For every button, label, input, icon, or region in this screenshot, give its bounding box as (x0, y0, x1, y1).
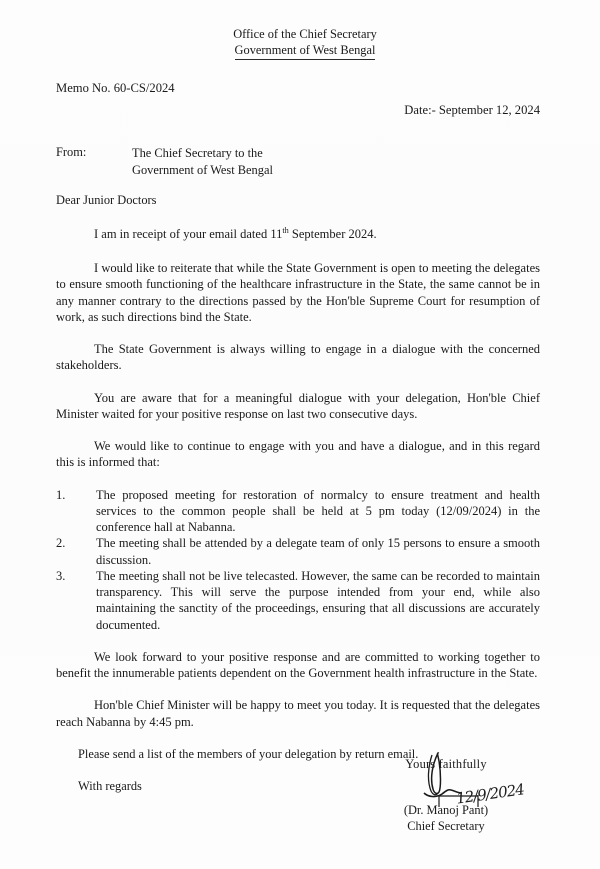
letterhead (70, 26, 540, 60)
date-line: Date:- September 12, 2024 (404, 102, 540, 117)
paragraph-receipt-post: September 2024. (288, 226, 377, 241)
paragraph-dialogue-willing: The State Government is always willing to engage in a dialogue with the concerned stakeholders. (56, 342, 540, 373)
from-block (56, 145, 540, 177)
signatory-name: (Dr. Manoj Pant) (403, 803, 489, 817)
letterhead-government-line: Government of West Bengal (235, 42, 376, 59)
handwritten-date: 12/9/2024 (454, 780, 525, 808)
paragraph-continue-engage: We would like to continue to engage with you and have a dialogue, and in this regard this is informed that: (56, 439, 540, 470)
paragraph-meaningful-dialogue: You are aware that for a meaningful dialogue with your delegation, Hon'ble Chief Minister waited for your positive response on last two consecutive days. (56, 390, 540, 421)
letterhead-office-line: Office of the Chief Secretary (233, 27, 377, 41)
list-item-text: The meeting shall not be live telecasted. However, the same can be recorded to maintain transparency. This will serve the purpose intended from your end, while also maintaining the sanctity of the proceedings, ensuring that all discussions are accurately documented. (96, 568, 540, 632)
paragraph-receipt-pre: I am in receipt of your email dated 11 (94, 226, 283, 241)
signature-inner (403, 757, 525, 834)
paragraph-with-regards: With regards (78, 778, 142, 793)
ordinal-suffix: th (282, 225, 289, 235)
document-content (56, 26, 540, 794)
list-item-number: 2. (56, 536, 66, 551)
list-item (56, 487, 540, 536)
numbered-list (56, 487, 540, 633)
memo-number: Memo No. 60-CS/2024 (56, 80, 175, 95)
memo-row (56, 80, 540, 117)
closing-salutation: Yours faithfully (405, 757, 487, 771)
from-label: From: (56, 144, 87, 159)
paragraph-receipt (56, 226, 540, 242)
list-item (56, 568, 540, 633)
from-address (132, 145, 273, 179)
signature-block (0, 757, 600, 835)
list-item-text: The meeting shall be attended by a delegate team of only 15 persons to ensure a smooth discussion. (96, 536, 540, 567)
from-address-line1: The Chief Secretary to the (132, 145, 263, 160)
list-item-number: 3. (56, 568, 66, 583)
salutation: Dear Junior Doctors (56, 192, 157, 207)
list-item (56, 535, 540, 568)
signatory-title: Chief Secretary (407, 819, 485, 833)
list-item-number: 1. (56, 487, 66, 502)
paragraph-chief-minister-meeting: Hon'ble Chief Minister will be happy to meet you today. It is requested that the delegates reach Nabanna by 4:45 pm. (56, 698, 540, 729)
paragraph-reiterate: I would like to reiterate that while the State Government is open to meeting the delegates to ensure smooth functioning of the healthcare infrastructure in the State, the same cannot be in any manner contrary to the directions passed by the Hon'ble Supreme Court for resumption of work, as such directions bind the State. (56, 261, 540, 324)
list-item-text: The proposed meeting for restoration of normalcy to ensure treatment and health services to the common people shall be held at 5 pm today (12/09/2024) in the conference hall at Nabanna. (96, 487, 540, 534)
paragraph-send-list: Please send a list of the members of your delegation by return email. (78, 746, 419, 761)
paragraph-look-forward: We look forward to your positive response and are committed to working together to benefit the innumerable patients dependent on the Government health infrastructure in the State. (56, 649, 540, 680)
from-address-line2: Government of West Bengal (132, 162, 273, 177)
